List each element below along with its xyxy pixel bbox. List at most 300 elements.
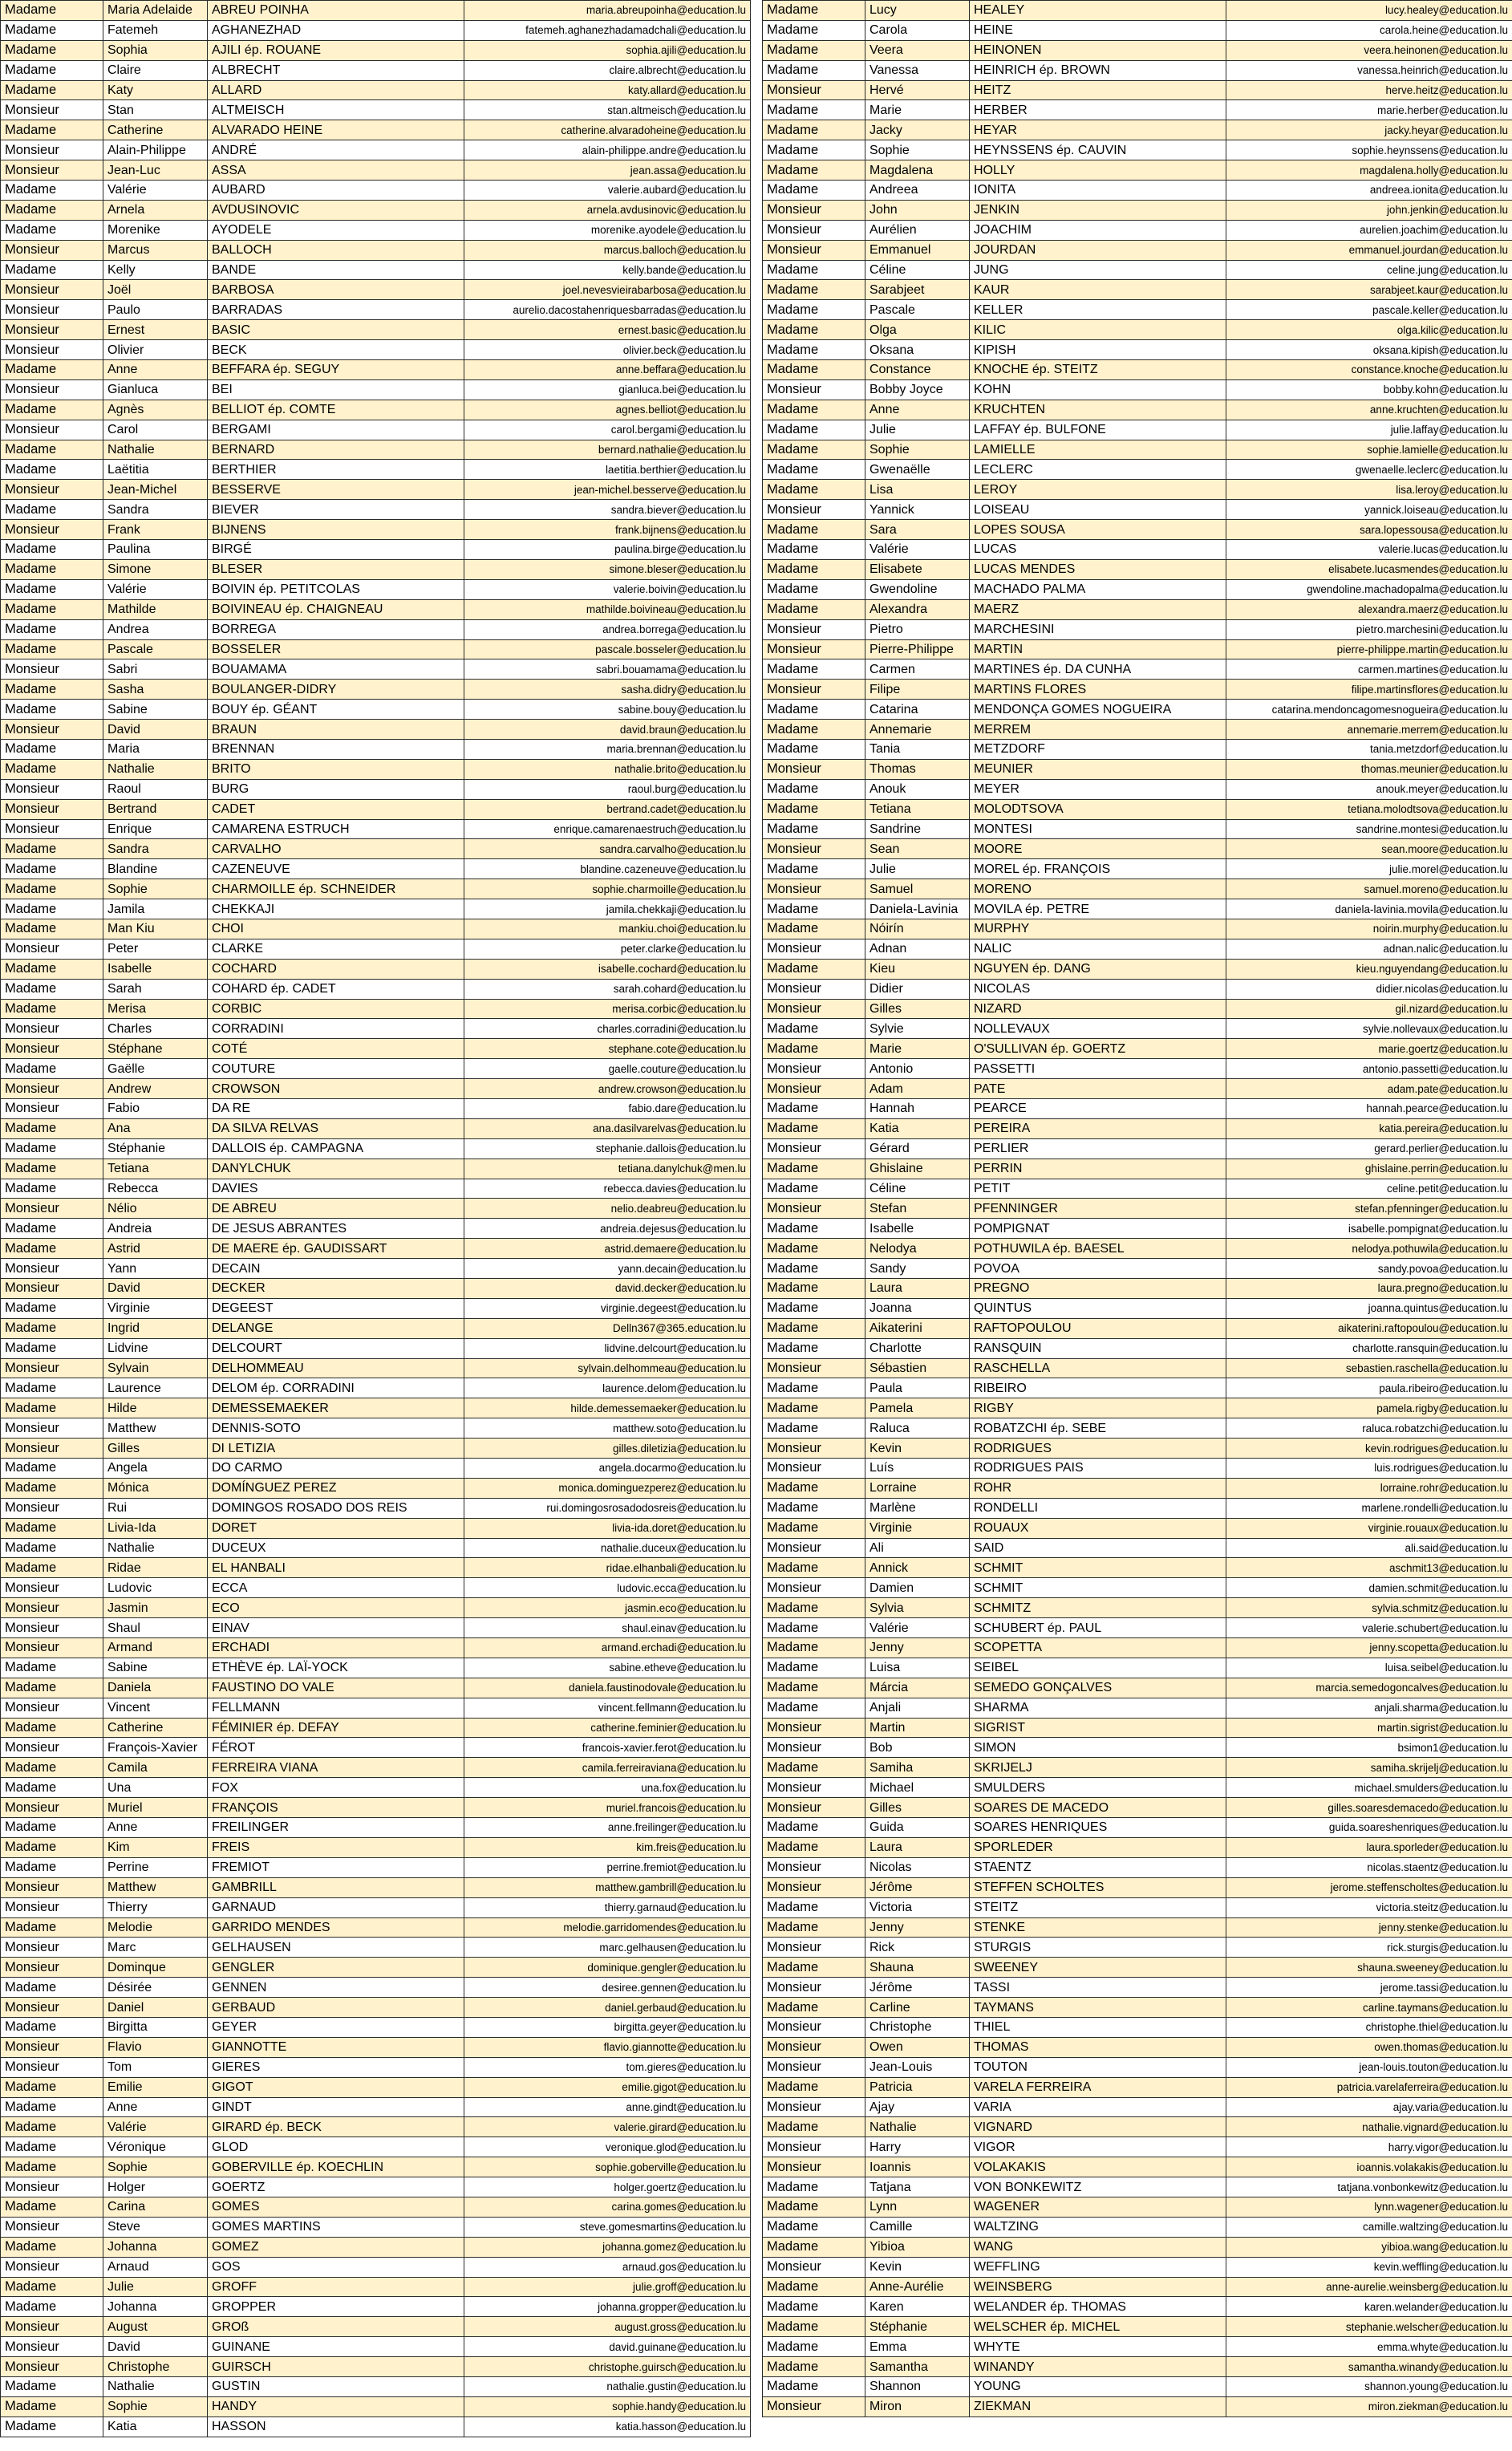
last-name-cell: FÉROT	[208, 1738, 464, 1758]
email-cell: daniela-lavinia.movila@education.lu	[1226, 899, 1512, 919]
last-name-cell: DOMINGOS ROSADO DOS REIS	[208, 1498, 464, 1518]
last-name-cell: MORENO	[970, 879, 1226, 899]
table-row	[763, 1718, 1512, 1738]
table-row	[1, 540, 751, 560]
last-name-cell: BALLOCH	[208, 240, 464, 260]
title-cell: Monsieur	[1, 779, 103, 799]
last-name-cell: BOSSELER	[208, 639, 464, 659]
last-name-cell: WAGENER	[970, 2197, 1226, 2217]
table-row	[763, 181, 1512, 201]
table-row	[763, 2097, 1512, 2117]
title-cell: Madame	[763, 1998, 865, 2018]
last-name-cell: BEI	[208, 379, 464, 400]
first-name-cell: Jenny	[865, 1917, 970, 1938]
last-name-cell: DANYLCHUK	[208, 1159, 464, 1179]
email-cell: adnan.nalic@education.lu	[1226, 939, 1512, 959]
first-name-cell: Fabio	[103, 1098, 208, 1118]
title-cell: Monsieur	[1, 160, 103, 181]
title-cell: Monsieur	[1, 1998, 103, 2018]
first-name-cell: Nathalie	[103, 440, 208, 460]
email-cell: anne.gindt@education.lu	[464, 2097, 751, 2117]
table-row	[1, 839, 751, 859]
last-name-cell: FERREIRA VIANA	[208, 1758, 464, 1778]
email-cell: nathalie.duceux@education.lu	[464, 1538, 751, 1558]
email-cell: pietro.marchesini@education.lu	[1226, 619, 1512, 639]
email-cell: armand.erchadi@education.lu	[464, 1638, 751, 1658]
table-row	[1, 1638, 751, 1658]
first-name-cell: Jamila	[103, 899, 208, 919]
table-row	[763, 1459, 1512, 1479]
first-name-cell: Antonio	[865, 1059, 970, 1079]
last-name-cell: SMULDERS	[970, 1778, 1226, 1798]
email-cell: lidvine.delcourt@education.lu	[464, 1338, 751, 1358]
last-name-cell: BRAUN	[208, 720, 464, 740]
email-cell: livia-ida.doret@education.lu	[464, 1518, 751, 1538]
first-name-cell: Christophe	[103, 2357, 208, 2377]
table-row	[1, 999, 751, 1019]
last-name-cell: MOVILA ép. PETRE	[970, 899, 1226, 919]
email-cell: johanna.gropper@education.lu	[464, 2297, 751, 2317]
last-name-cell: DEGEEST	[208, 1298, 464, 1318]
last-name-cell: COTÉ	[208, 1039, 464, 1059]
first-name-cell: Miron	[865, 2396, 970, 2417]
title-cell: Madame	[763, 160, 865, 181]
last-name-cell: FELLMANN	[208, 1698, 464, 1718]
email-cell: yann.decain@education.lu	[464, 1259, 751, 1279]
table-row	[763, 1298, 1512, 1318]
title-cell: Madame	[763, 2297, 865, 2317]
email-cell: harry.vigor@education.lu	[1226, 2137, 1512, 2157]
last-name-cell: VIGOR	[970, 2137, 1226, 2157]
first-name-cell: Livia-Ida	[103, 1518, 208, 1538]
last-name-cell: BLESER	[208, 559, 464, 579]
table-row	[1, 280, 751, 300]
email-cell: simone.bleser@education.lu	[464, 559, 751, 579]
email-cell: marc.gelhausen@education.lu	[464, 1938, 751, 1958]
first-name-cell: Astrid	[103, 1239, 208, 1259]
title-cell: Monsieur	[1, 520, 103, 540]
first-name-cell: Man Kiu	[103, 919, 208, 939]
table-row	[763, 300, 1512, 320]
title-cell: Monsieur	[763, 979, 865, 999]
first-name-cell: Thierry	[103, 1897, 208, 1917]
email-cell: gaelle.couture@education.lu	[464, 1059, 751, 1079]
first-name-cell: Catherine	[103, 120, 208, 140]
email-cell: stephanie.dallois@education.lu	[464, 1138, 751, 1159]
title-cell: Monsieur	[1, 100, 103, 120]
table-row	[1, 400, 751, 420]
table-row	[1, 2317, 751, 2337]
first-name-cell: Rui	[103, 1498, 208, 1518]
first-name-cell: Annemarie	[865, 720, 970, 740]
first-name-cell: Raluca	[865, 1418, 970, 1439]
email-cell: veronique.glod@education.lu	[464, 2137, 751, 2157]
last-name-cell: GERBAUD	[208, 1998, 464, 2018]
title-cell: Monsieur	[1, 1897, 103, 1917]
title-cell: Madame	[1, 899, 103, 919]
table-row	[1, 1978, 751, 1998]
first-name-cell: Oksana	[865, 340, 970, 360]
title-cell: Madame	[763, 181, 865, 201]
first-name-cell: Carline	[865, 1998, 970, 2018]
email-cell: virginie.degeest@education.lu	[464, 1298, 751, 1318]
last-name-cell: GUSTIN	[208, 2376, 464, 2396]
email-cell: anne.beffara@education.lu	[464, 360, 751, 380]
last-name-cell: BRITO	[208, 759, 464, 779]
title-cell: Madame	[1, 2376, 103, 2396]
table-row	[1, 819, 751, 839]
last-name-cell: GROFF	[208, 2277, 464, 2297]
first-name-cell: Charles	[103, 1019, 208, 1039]
email-cell: nelio.deabreu@education.lu	[464, 1199, 751, 1219]
first-name-cell: Carola	[865, 20, 970, 40]
last-name-cell: MARTINS FLORES	[970, 680, 1226, 700]
table-row	[763, 379, 1512, 400]
title-cell: Monsieur	[763, 1459, 865, 1479]
table-row	[1, 2277, 751, 2297]
first-name-cell: Anne	[103, 1818, 208, 1838]
first-name-cell: David	[103, 1279, 208, 1299]
title-cell: Monsieur	[763, 1718, 865, 1738]
email-cell: mankiu.choi@education.lu	[464, 919, 751, 939]
last-name-cell: GROß	[208, 2317, 464, 2337]
first-name-cell: Isabelle	[865, 1219, 970, 1239]
email-cell: emilie.gigot@education.lu	[464, 2077, 751, 2097]
first-name-cell: Anjali	[865, 1698, 970, 1718]
last-name-cell: STEITZ	[970, 1897, 1226, 1917]
last-name-cell: ETHÈVE ép. LAÏ-YOCK	[208, 1658, 464, 1678]
email-cell: damien.schmit@education.lu	[1226, 1578, 1512, 1598]
table-row	[1, 220, 751, 240]
email-cell: patricia.varelaferreira@education.lu	[1226, 2077, 1512, 2097]
last-name-cell: SHARMA	[970, 1698, 1226, 1718]
last-name-cell: GENNEN	[208, 1978, 464, 1998]
email-cell: hilde.demessemaeker@education.lu	[464, 1398, 751, 1418]
table-row	[1, 939, 751, 959]
last-name-cell: BOULANGER-DIDRY	[208, 680, 464, 700]
last-name-cell: MENDONÇA GOMES NOGUEIRA	[970, 700, 1226, 720]
first-name-cell: Céline	[865, 260, 970, 280]
email-cell: kim.freis@education.lu	[464, 1837, 751, 1857]
last-name-cell: ROBATZCHI ép. SEBE	[970, 1418, 1226, 1439]
last-name-cell: DEMESSEMAEKER	[208, 1398, 464, 1418]
last-name-cell: RASCHELLA	[970, 1358, 1226, 1378]
table-row	[1, 2157, 751, 2177]
first-name-cell: Ana	[103, 1118, 208, 1138]
title-cell: Madame	[1, 1138, 103, 1159]
email-cell: stan.altmeisch@education.lu	[464, 100, 751, 120]
email-cell: johanna.gomez@education.lu	[464, 2237, 751, 2257]
table-row	[1, 2057, 751, 2077]
title-cell: Madame	[1, 1219, 103, 1239]
first-name-cell: Patricia	[865, 2077, 970, 2097]
first-name-cell: Carina	[103, 2197, 208, 2217]
email-cell: charlotte.ransquin@education.lu	[1226, 1338, 1512, 1358]
title-cell: Madame	[763, 899, 865, 919]
title-cell: Monsieur	[1, 1798, 103, 1818]
table-row	[1, 1478, 751, 1498]
email-cell: katy.allard@education.lu	[464, 80, 751, 100]
first-name-cell: Merisa	[103, 999, 208, 1019]
table-row	[763, 1738, 1512, 1758]
first-name-cell: Sébastien	[865, 1358, 970, 1378]
first-name-cell: Sandrine	[865, 819, 970, 839]
last-name-cell: JUNG	[970, 260, 1226, 280]
email-cell: alain-philippe.andre@education.lu	[464, 140, 751, 160]
first-name-cell: Anne	[865, 400, 970, 420]
email-cell: michael.smulders@education.lu	[1226, 1778, 1512, 1798]
title-cell: Monsieur	[763, 1778, 865, 1798]
table-row	[1, 1118, 751, 1138]
table-row	[763, 2017, 1512, 2037]
email-cell: virginie.rouaux@education.lu	[1226, 1518, 1512, 1538]
email-cell: elisabete.lucasmendes@education.lu	[1226, 559, 1512, 579]
email-cell: ajay.varia@education.lu	[1226, 2097, 1512, 2117]
title-cell: Madame	[1, 181, 103, 201]
table-row	[763, 559, 1512, 579]
first-name-cell: Pietro	[865, 619, 970, 639]
last-name-cell: PEARCE	[970, 1098, 1226, 1118]
table-row	[763, 739, 1512, 759]
first-name-cell: Nathalie	[865, 2117, 970, 2137]
table-row	[763, 1019, 1512, 1039]
email-cell: laurence.delom@education.lu	[464, 1378, 751, 1398]
last-name-cell: AYODELE	[208, 220, 464, 240]
staff-table-left-body	[1, 1, 751, 2437]
last-name-cell: AJILI ép. ROUANE	[208, 40, 464, 60]
email-cell: claire.albrecht@education.lu	[464, 60, 751, 80]
email-cell: gilles.soaresdemacedo@education.lu	[1226, 1798, 1512, 1818]
title-cell: Monsieur	[1, 1638, 103, 1658]
table-row	[763, 2217, 1512, 2237]
email-cell: sabri.bouamama@education.lu	[464, 659, 751, 680]
title-cell: Madame	[1, 1837, 103, 1857]
email-cell: catherine.alvaradoheine@education.lu	[464, 120, 751, 140]
last-name-cell: SEIBEL	[970, 1658, 1226, 1678]
last-name-cell: HOLLY	[970, 160, 1226, 181]
first-name-cell: Kevin	[865, 2257, 970, 2277]
first-name-cell: Karen	[865, 2297, 970, 2317]
first-name-cell: Rick	[865, 1938, 970, 1958]
table-row	[763, 1837, 1512, 1857]
title-cell: Madame	[763, 2277, 865, 2297]
email-cell: antonio.passetti@education.lu	[1226, 1059, 1512, 1079]
last-name-cell: VOLAKAKIS	[970, 2157, 1226, 2177]
table-row	[763, 2177, 1512, 2197]
first-name-cell: Andreea	[865, 181, 970, 201]
email-cell: raluca.robatzchi@education.lu	[1226, 1418, 1512, 1439]
last-name-cell: LOPES SOUSA	[970, 520, 1226, 540]
table-row	[1, 2297, 751, 2317]
email-cell: ioannis.volakakis@education.lu	[1226, 2157, 1512, 2177]
table-row	[763, 979, 1512, 999]
first-name-cell: Luisa	[865, 1658, 970, 1678]
last-name-cell: PERRIN	[970, 1159, 1226, 1179]
email-cell: matthew.gambrill@education.lu	[464, 1877, 751, 1897]
first-name-cell: Katia	[865, 1118, 970, 1138]
last-name-cell: VARIA	[970, 2097, 1226, 2117]
first-name-cell: Gaëlle	[103, 1059, 208, 1079]
title-cell: Monsieur	[1, 1418, 103, 1439]
last-name-cell: PATE	[970, 1079, 1226, 1099]
email-cell: raoul.burg@education.lu	[464, 779, 751, 799]
first-name-cell: Claire	[103, 60, 208, 80]
table-row	[1, 2097, 751, 2117]
first-name-cell: Valérie	[865, 540, 970, 560]
table-row	[1, 799, 751, 819]
last-name-cell: HASSON	[208, 2417, 464, 2437]
last-name-cell: STAENTZ	[970, 1857, 1226, 1877]
table-row	[763, 1259, 1512, 1279]
table-row	[1, 1798, 751, 1818]
email-cell: paulina.birge@education.lu	[464, 540, 751, 560]
email-cell: agnes.belliot@education.lu	[464, 400, 751, 420]
email-cell: stephanie.welscher@education.lu	[1226, 2317, 1512, 2337]
table-row	[1, 140, 751, 160]
last-name-cell: TAYMANS	[970, 1998, 1226, 2018]
table-row	[1, 500, 751, 520]
staff-table-right-grid	[762, 0, 1512, 2417]
table-row	[1, 1418, 751, 1439]
table-row	[763, 160, 1512, 181]
first-name-cell: Véronique	[103, 2137, 208, 2157]
title-cell: Madame	[763, 2317, 865, 2337]
last-name-cell: RANSQUIN	[970, 1338, 1226, 1358]
title-cell: Madame	[1, 400, 103, 420]
email-cell: guida.soareshenriques@education.lu	[1226, 1818, 1512, 1838]
title-cell: Madame	[1, 2297, 103, 2317]
last-name-cell: RODRIGUES	[970, 1439, 1226, 1459]
title-cell: Monsieur	[1, 1439, 103, 1459]
email-cell: una.fox@education.lu	[464, 1778, 751, 1798]
table-row	[1, 1877, 751, 1897]
email-cell: jerome.tassi@education.lu	[1226, 1978, 1512, 1998]
first-name-cell: Julie	[865, 420, 970, 440]
table-row	[1, 1758, 751, 1778]
email-cell: isabelle.cochard@education.lu	[464, 959, 751, 979]
title-cell: Madame	[1, 1758, 103, 1778]
first-name-cell: Lucy	[865, 1, 970, 21]
first-name-cell: Gilles	[865, 1798, 970, 1818]
first-name-cell: August	[103, 2317, 208, 2337]
first-name-cell: Constance	[865, 360, 970, 380]
email-cell: julie.laffay@education.lu	[1226, 420, 1512, 440]
first-name-cell: Ajay	[865, 2097, 970, 2117]
table-row	[1, 720, 751, 740]
title-cell: Madame	[763, 2357, 865, 2377]
title-cell: Monsieur	[763, 619, 865, 639]
title-cell: Madame	[1, 60, 103, 80]
table-row	[763, 120, 1512, 140]
table-row	[763, 1938, 1512, 1958]
title-cell: Monsieur	[1, 2357, 103, 2377]
title-cell: Madame	[1, 759, 103, 779]
email-cell: maria.brennan@education.lu	[464, 739, 751, 759]
last-name-cell: ALVARADO HEINE	[208, 120, 464, 140]
email-cell: sophia.ajili@education.lu	[464, 40, 751, 60]
last-name-cell: HEINRICH ép. BROWN	[970, 60, 1226, 80]
title-cell: Madame	[763, 1917, 865, 1938]
table-row	[763, 700, 1512, 720]
last-name-cell: ALTMEISCH	[208, 100, 464, 120]
last-name-cell: SCOPETTA	[970, 1638, 1226, 1658]
first-name-cell: Pascale	[103, 639, 208, 659]
email-cell: adam.pate@education.lu	[1226, 1079, 1512, 1099]
last-name-cell: THIEL	[970, 2017, 1226, 2037]
title-cell: Madame	[763, 559, 865, 579]
title-cell: Monsieur	[1, 1598, 103, 1618]
first-name-cell: Emmanuel	[865, 240, 970, 260]
last-name-cell: GOMES	[208, 2197, 464, 2217]
table-row	[1, 1618, 751, 1638]
last-name-cell: MAERZ	[970, 599, 1226, 619]
first-name-cell: Morenike	[103, 220, 208, 240]
title-cell: Madame	[763, 2117, 865, 2137]
first-name-cell: Camille	[865, 2217, 970, 2237]
table-row	[763, 1378, 1512, 1398]
title-cell: Madame	[1, 260, 103, 280]
email-cell: olivier.beck@education.lu	[464, 340, 751, 360]
last-name-cell: ECO	[208, 1598, 464, 1618]
first-name-cell: Agnès	[103, 400, 208, 420]
title-cell: Madame	[763, 260, 865, 280]
email-cell: marie.herber@education.lu	[1226, 100, 1512, 120]
last-name-cell: ZIEKMAN	[970, 2396, 1226, 2417]
last-name-cell: DECKER	[208, 1279, 464, 1299]
staff-table-right-body	[763, 1, 1512, 2417]
email-cell: gil.nizard@education.lu	[1226, 999, 1512, 1019]
title-cell: Monsieur	[1, 280, 103, 300]
last-name-cell: SOARES HENRIQUES	[970, 1818, 1226, 1838]
first-name-cell: Shauna	[865, 1958, 970, 1978]
email-cell: kevin.rodrigues@education.lu	[1226, 1439, 1512, 1459]
email-cell: gianluca.bei@education.lu	[464, 379, 751, 400]
email-cell: gwendoline.machadopalma@education.lu	[1226, 579, 1512, 599]
last-name-cell: KIPISH	[970, 340, 1226, 360]
title-cell: Madame	[763, 1758, 865, 1778]
first-name-cell: Nathalie	[103, 2376, 208, 2396]
first-name-cell: Marc	[103, 1938, 208, 1958]
title-cell: Monsieur	[763, 240, 865, 260]
title-cell: Madame	[1, 460, 103, 480]
last-name-cell: PEREIRA	[970, 1118, 1226, 1138]
last-name-cell: SOARES DE MACEDO	[970, 1798, 1226, 1818]
first-name-cell: Rebecca	[103, 1179, 208, 1199]
table-row	[1, 2037, 751, 2057]
email-cell: sandy.povoa@education.lu	[1226, 1259, 1512, 1279]
title-cell: Madame	[763, 360, 865, 380]
last-name-cell: LUCAS	[970, 540, 1226, 560]
title-cell: Madame	[1, 1538, 103, 1558]
title-cell: Monsieur	[763, 999, 865, 1019]
last-name-cell: ERCHADI	[208, 1638, 464, 1658]
last-name-cell: NALIC	[970, 939, 1226, 959]
last-name-cell: KILIC	[970, 320, 1226, 340]
table-row	[763, 1678, 1512, 1698]
email-cell: blandine.cazeneuve@education.lu	[464, 859, 751, 879]
first-name-cell: Ridae	[103, 1558, 208, 1578]
table-row	[763, 1857, 1512, 1877]
last-name-cell: STENKE	[970, 1917, 1226, 1938]
email-cell: bernard.nathalie@education.lu	[464, 440, 751, 460]
title-cell: Madame	[763, 340, 865, 360]
email-cell: arnaud.gos@education.lu	[464, 2257, 751, 2277]
email-cell: daniel.gerbaud@education.lu	[464, 1998, 751, 2018]
table-row	[763, 1318, 1512, 1338]
email-cell: catarina.mendoncagomesnogueira@education.lu	[1226, 700, 1512, 720]
first-name-cell: Laura	[865, 1279, 970, 1299]
last-name-cell: SPORLEDER	[970, 1837, 1226, 1857]
